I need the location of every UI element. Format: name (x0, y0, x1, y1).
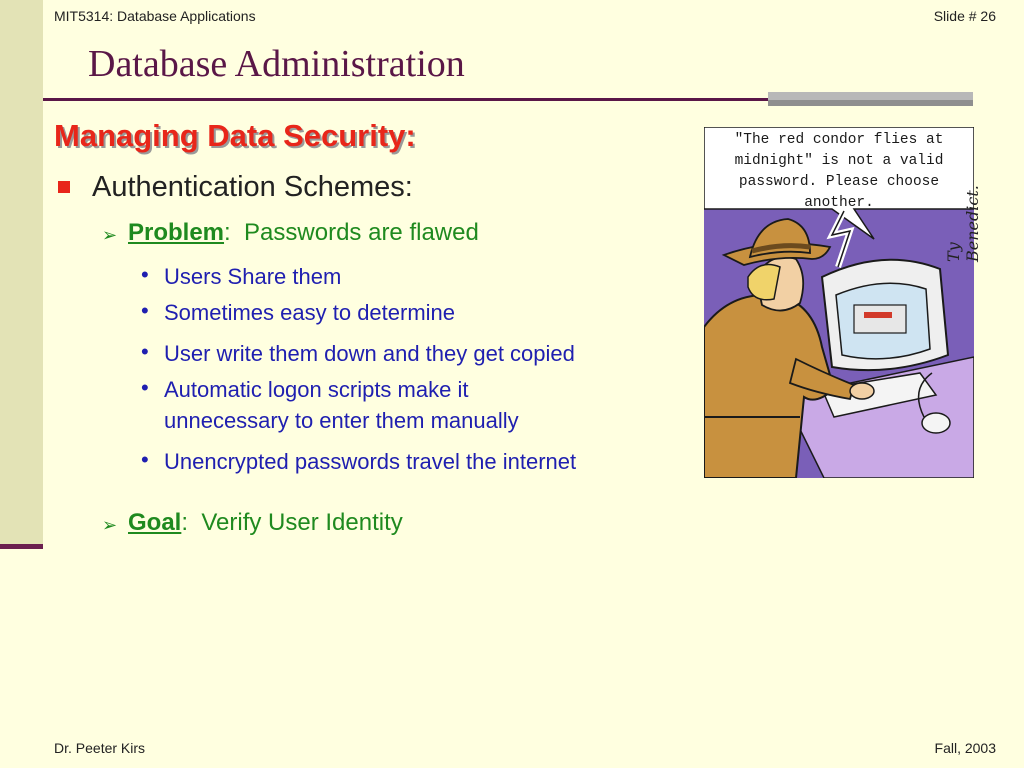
title-rule (43, 98, 769, 101)
dot-bullet-icon: • (141, 298, 149, 323)
problem-point: User write them down and they get copied (164, 341, 575, 366)
course-header: MIT5314: Database Applications (54, 8, 256, 24)
problem-point: Unencrypted passwords travel the internet (164, 449, 577, 474)
problem-point: Sometimes easy to determine (164, 300, 456, 325)
problem-text: Passwords are flawed (244, 219, 479, 246)
section-subtitle: Managing Data Security: (54, 118, 416, 153)
goal-bullet (128, 509, 403, 537)
arrow-bullet-icon: ➢ (102, 515, 118, 535)
cartoon-caption: "The red condor flies at midnight" is not a valid password. Please choose another. (734, 132, 944, 211)
footer-term: Fall, 2003 (934, 740, 996, 756)
level1-bullet-text: Authentication Schemes: (92, 171, 413, 203)
square-bullet-icon (58, 181, 70, 193)
problem-keyword: Problem (128, 219, 225, 246)
problem-point-continuation: unnecessary to enter them manually (164, 408, 519, 433)
left-accent-bar (0, 0, 43, 544)
dot-bullet-icon: • (141, 339, 149, 364)
problem-bullet (128, 219, 479, 247)
problem-point: Users Share them (164, 264, 342, 289)
goal-separator: : (181, 509, 189, 536)
title-rule-block (768, 92, 973, 100)
computer-mouse (922, 413, 950, 433)
goal-text: Verify User Identity (201, 509, 403, 536)
dot-bullet-icon: • (141, 262, 149, 287)
problem-separator: : (224, 219, 231, 246)
hand (850, 383, 874, 399)
dot-bullet-icon: • (141, 375, 149, 400)
arrow-bullet-icon: ➢ (102, 225, 118, 245)
screen-dialog-bar (864, 312, 892, 318)
screen-dialog (854, 305, 906, 333)
slide-number: Slide # 26 (933, 8, 996, 24)
title-rule-block-shadow (768, 100, 973, 106)
dot-bullet-icon: • (141, 447, 149, 472)
hair (748, 265, 780, 300)
left-accent-rule (0, 544, 43, 549)
cartoon-signature: Ty Benedict. (944, 185, 982, 262)
spy-cartoon-image (704, 127, 974, 478)
problem-point: Automatic logon scripts make it (164, 377, 469, 402)
footer-author: Dr. Peeter Kirs (54, 740, 146, 756)
goal-keyword: Goal (128, 509, 182, 536)
slide-title: Database Administration (88, 43, 465, 85)
